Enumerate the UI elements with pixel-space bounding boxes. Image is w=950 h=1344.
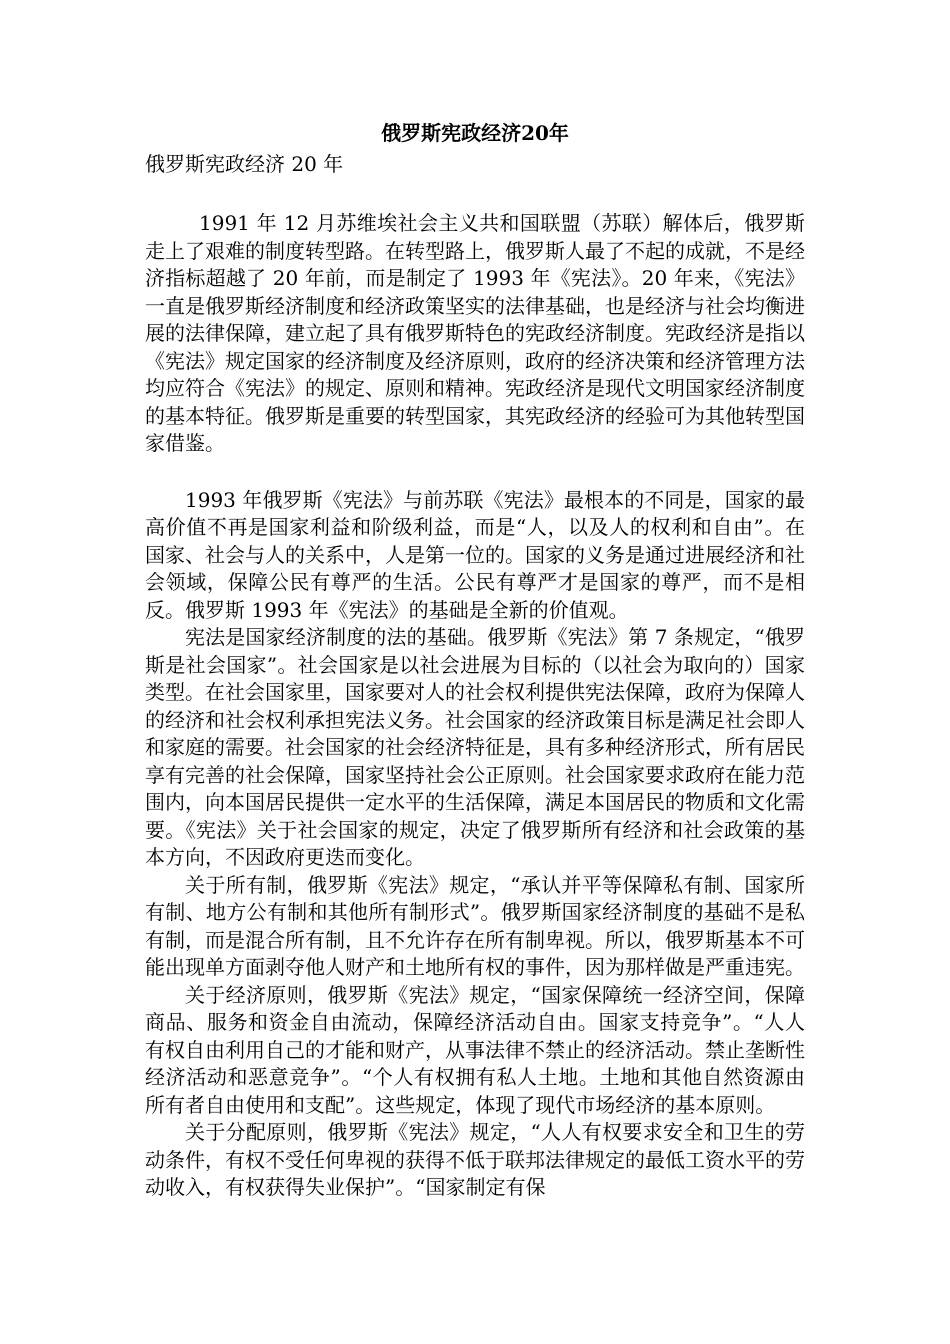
document-page	[145, 118, 805, 1202]
document-title: 俄罗斯宪政经济20年	[381, 121, 569, 145]
paragraph-ownership: 关于所有制，俄罗斯《宪法》规定，“承认并平等保障私有制、国家所有制、地方公有制和其他所有制形式”。俄罗斯国家经济制度的基础不是私有制，而是混合所有制，且不允许存在所有制卑视。所以，俄罗斯基本不可能出现单方面剥夺他人财产和土地所有权的事件，因为那样做是严重违宪。	[145, 872, 805, 979]
paragraph-intro: 1991 年 12 月苏维埃社会主义共和国联盟（苏联）解体后，俄罗斯走上了艰难的制度转型路。在转型路上，俄罗斯人最了不起的成就，不是经济指标超越了 20 年前，而是制定了 1993 年《宪法》。20 年来，《宪法》一直是俄罗斯经济制度和经济政策坚实的法律基础，也是经济与社会均衡进展的法律保障，建立起了具有俄罗斯特色的宪政经济制度。宪政经济是指以《宪法》规定国家的经济制度及经济原则，政府的经济决策和经济管理方法均应符合《宪法》的规定、原则和精神。宪政经济是现代文明国家经济制度的基本特征。俄罗斯是重要的转型国家，其宪政经济的经验可为其他转型国家借鉴。	[145, 211, 805, 455]
paragraph-values: 1993 年俄罗斯《宪法》与前苏联《宪法》最根本的不同是，国家的最高价值不再是国家利益和阶级利益，而是“人，以及人的权利和自由”。在国家、社会与人的关系中，人是第一位的。国家的义务是通过进展经济和社会领域，保障公民有尊严的生活。公民有尊严才是国家的尊严，而不是相反。俄罗斯 1993 年《宪法》的基础是全新的价值观。	[145, 487, 805, 622]
document-subtitle: 俄罗斯宪政经济 20 年	[145, 152, 344, 176]
paragraph-distribution: 关于分配原则，俄罗斯《宪法》规定，“人人有权要求安全和卫生的劳动条件，有权不受任何卑视的获得不低于联邦法律规定的最低工资水平的劳动收入，有权获得失业保护”。“国家制定有保	[145, 1120, 805, 1199]
paragraph-social-state: 宪法是国家经济制度的法的基础。俄罗斯《宪法》第 7 条规定，“俄罗斯是社会国家”。社会国家是以社会进展为目标的（以社会为取向的）国家类型。在社会国家里，国家要对人的社会权利提供宪法保障，政府为保障人的经济和社会权利承担宪法义务。社会国家的经济政策目标是满足社会即人和家庭的需要。社会国家的社会经济特征是，具有多种经济形式，所有居民享有完善的社会保障，国家坚持社会公正原则。社会国家要求政府在能力范围内，向本国居民提供一定水平的生活保障，满足本国居民的物质和文化需要。《宪法》关于社会国家的规定，决定了俄罗斯所有经济和社会政策的基本方向，不因政府更迭而变化。	[145, 625, 805, 869]
paragraph-economic-principles: 关于经济原则，俄罗斯《宪法》规定，“国家保障统一经济空间，保障商品、服务和资金自由流动，保障经济活动自由。国家支持竞争”。“人人有权自由利用自己的才能和财产，从事法律不禁止的经济活动。禁止垄断性经济活动和恶意竞争”。“个人有权拥有私人土地。土地和其他自然资源由所有者自由使用和支配”。这些规定，体现了现代市场经济的基本原则。	[145, 982, 805, 1117]
